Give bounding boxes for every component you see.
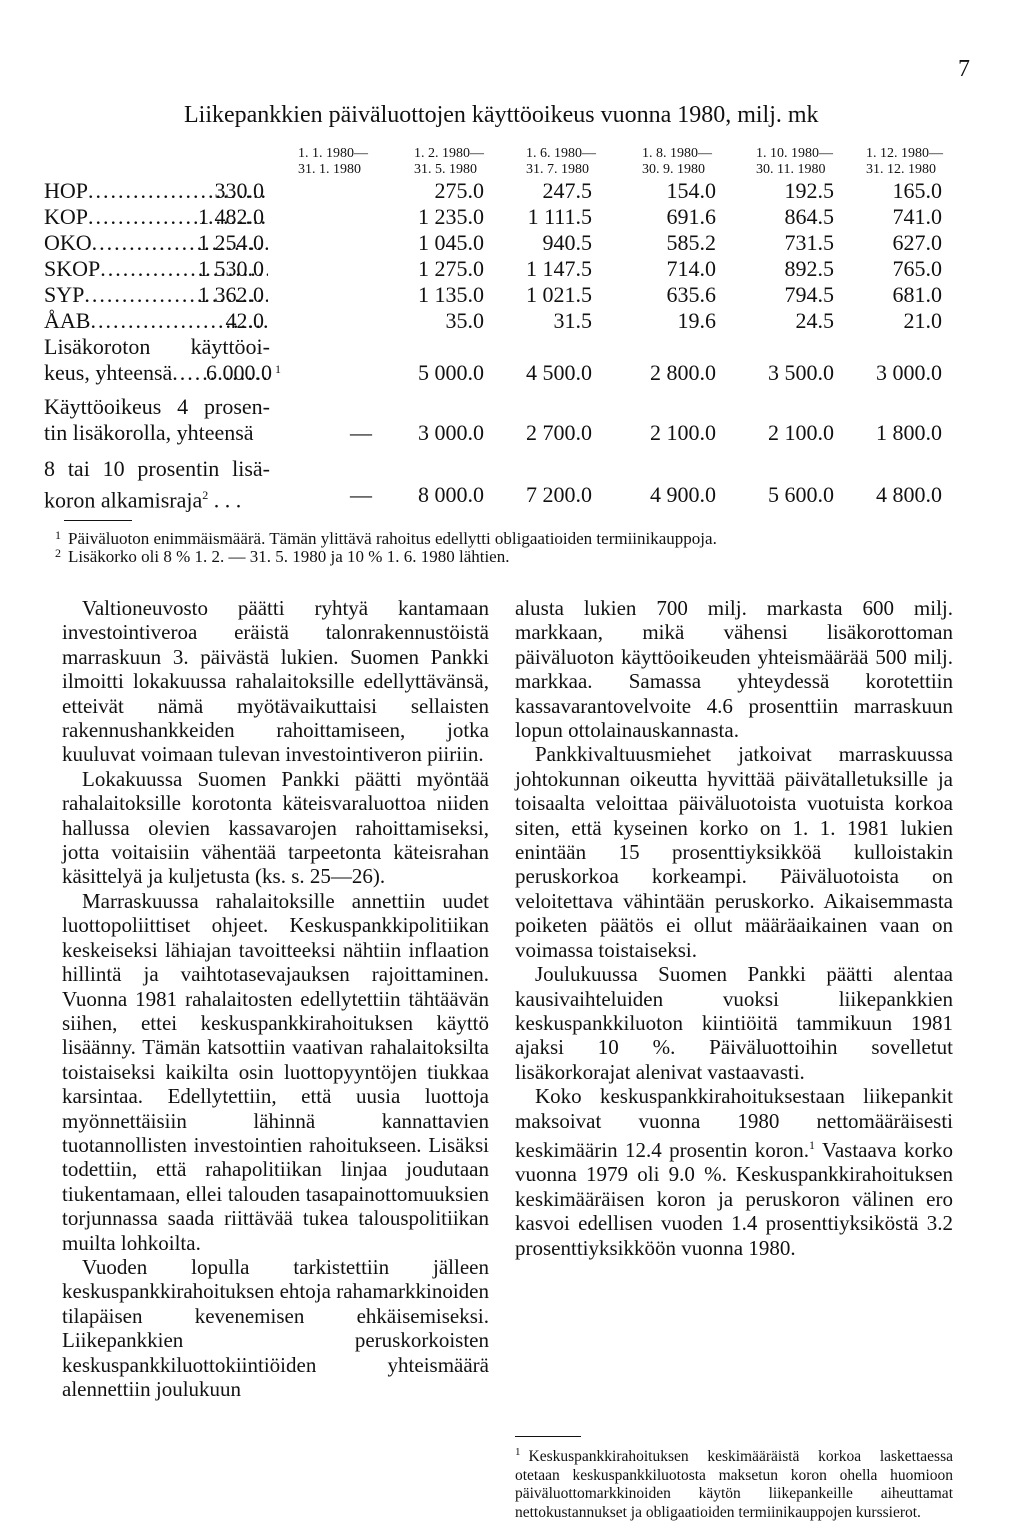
column-header: 1. 2. 1980— 31. 5. 1980 (414, 146, 484, 177)
table-cell: 7 200.0 (526, 482, 592, 507)
row-label-alkamisraja: 8 tai 10 prosentin lisä- koron alkamisraja$^2$ . . . (44, 456, 270, 513)
table-cell: 765.0 (892, 256, 942, 281)
column-header: 1. 8. 1980— 30. 9. 1980 (642, 146, 712, 177)
row-label-skop: SKOP ..... (44, 256, 268, 282)
table-cell: 19.6 (677, 308, 716, 333)
table-cell: 24.5 (795, 308, 834, 333)
table-cell: 627.0 (892, 230, 942, 255)
row-label-oko: OKO ..... (44, 230, 268, 256)
footnote-mark: 1 (275, 362, 281, 376)
table-cell: 3 500.0 (768, 360, 834, 385)
table-cell: 1 254.0 (198, 230, 264, 255)
table-cell: 1 235.0 (418, 204, 484, 229)
table-cell: 1 800.0 (876, 420, 942, 445)
table-cell: 1 021.5 (526, 282, 592, 307)
row-label-kayttooikeus-4: Käyttöoikeus 4 prosen- tin lisäkorolla, yhteensä (44, 394, 270, 445)
paragraph: Vuoden lopulla tarkistettiin jälleen keskuspankkirahoituksen ehtoja rahamarkkinoiden tilapäisen kevenemisen ehkäisemiseksi. Liikepankkien peruskorkoisten keskuspankkiluottokiintiöiden yhteismäärä alennettiin joulukuun (62, 1254, 489, 1401)
table-cell: 330.0 (214, 178, 264, 203)
table-cell: 731.5 (784, 230, 834, 255)
table-cell: 892.5 (784, 256, 834, 281)
paragraph: Lokakuussa Suomen Pankki päätti myöntää rahalaitoksille korotonta käteisvaraluottoa niiden hallussa olevien kassavarojen rahoittamiseksi, jotta voitaisiin vähentää tarpeetonta käteisrahan käsittelyä ja kuljetusta (ks. s. 25—26). (62, 766, 489, 889)
table-cell: 5 600.0 (768, 482, 834, 507)
row-label-lisakoroton: Lisäkoroton käyttöoi- keus, yhteensä ..... (44, 334, 270, 386)
table-cell: 154.0 (666, 178, 716, 203)
table-footnote-1: 1 Päiväluoton enimmäismäärä. Tämän ylittävä rahoitus edellytti obligaatioiden termiinikauppoja. (55, 528, 717, 548)
table-cell: 31.5 (553, 308, 592, 333)
paragraph: Joulukuussa Suomen Pankki päätti alentaa kausivaihteluiden vuoksi liikepankkien keskuspankkiluoton kiintiöitä tammikuun 1981 ajaksi 10 %. Päiväluottoihin sovelletut lisäkorkorajat alenivat vastaavasti. (515, 962, 953, 1084)
table-cell: 5 000.0 (418, 360, 484, 385)
table-cell: 3 000.0 (876, 360, 942, 385)
column-header: 1. 12. 1980— 31. 12. 1980 (866, 146, 943, 177)
right-body-column (515, 596, 953, 1260)
table-cell: — (350, 482, 372, 507)
table-cell: 585.2 (666, 230, 716, 255)
table-cell: 741.0 (892, 204, 942, 229)
paragraph: Pankkivaltuusmiehet jatkoivat marraskuussa johtokunnan oikeutta hyvittää päivätalletuksille ja toisaalta veloittaa päiväluotoista vuotuista korkoa siten, että kyseinen korko on 1. 1. 1981 lukien enintään 15 prosenttiyksikköä kulloistakin peruskorkoa korkeampi. Päiväluotoista on veloitettava vähintään peruskorko. Aikaisemmasta poiketen päätös ei ollut määräaikainen vaan on voimassa toistaiseksi. (515, 742, 953, 962)
row-label-syp: SYP ..... (44, 282, 268, 308)
row-label-hop: HOP ..... (44, 178, 268, 204)
column-header: 1. 6. 1980— 31. 7. 1980 (526, 146, 596, 177)
table-cell: 1 045.0 (418, 230, 484, 255)
table-cell: 6 000.0 1 (206, 360, 272, 386)
table-cell: 275.0 (434, 178, 484, 203)
table-cell: 940.5 (542, 230, 592, 255)
table-cell: 247.5 (542, 178, 592, 203)
table-cell: 3 000.0 (418, 420, 484, 445)
table-footnote-2: 2 Lisäkorko oli 8 % 1. 2. — 31. 5. 1980 ja 10 % 1. 6. 1980 lähtien. (55, 546, 510, 566)
table-cell: 1 147.5 (526, 256, 592, 281)
paragraph: Valtioneuvosto päätti ryhtyä kantamaan investointiveroa eräistä talonrakennustöistä marraskuun 3. päivästä lukien. Suomen Pankki ilmoitti lokakuussa rahalaitoksille edellyttävänsä, etteivät nämä myötävaikuttaisi sellaisten rakennushankkeiden rahoittamiseen, jotka kuuluvat voimaan tulevan investointiveron piiriin. (62, 596, 489, 767)
table-cell: 691.6 (666, 204, 716, 229)
column-footnote: $^1$ Keskuspankkirahoituksen keskimääräistä korkoa laskettaessa otetaan keskuspankkiluotosta maksetun koron ohella huomioon päiväluottomarkkinoiden käytön liikepankeille aiheuttamat nettokustannukset ja obligaatioiden termiinikauppojen kurssierot. (515, 1446, 953, 1521)
footnote-rule (515, 1436, 581, 1437)
left-body-column (62, 596, 489, 1401)
table-cell: 681.0 (892, 282, 942, 307)
table-cell: 2 700.0 (526, 420, 592, 445)
table-cell: 192.5 (784, 178, 834, 203)
table-cell: 714.0 (666, 256, 716, 281)
table-cell: 42.0 (225, 308, 264, 333)
table-cell: 1 362.0 (198, 282, 264, 307)
table-cell: 864.5 (784, 204, 834, 229)
footnote-mark: 2 (202, 488, 209, 502)
table-cell: 794.5 (784, 282, 834, 307)
table-cell: 1 530.0 (198, 256, 264, 281)
table-cell: 2 800.0 (650, 360, 716, 385)
table-cell: 2 100.0 (768, 420, 834, 445)
table-cell: 635.6 (666, 282, 716, 307)
table-cell: 4 500.0 (526, 360, 592, 385)
table-cell: 35.0 (445, 308, 484, 333)
table-cell: 1 482.0 (198, 204, 264, 229)
footnote-mark: 1 (808, 1137, 815, 1152)
table-cell: 165.0 (892, 178, 942, 203)
row-label-kop: KOP ..... (44, 204, 268, 230)
table-cell: 8 000.0 (418, 482, 484, 507)
page-number: 7 (958, 56, 970, 82)
footnote-rule (64, 520, 132, 521)
table-cell: 4 800.0 (876, 482, 942, 507)
column-header: 1. 10. 1980— 30. 11. 1980 (756, 146, 833, 177)
table-cell: 2 100.0 (650, 420, 716, 445)
row-label-aab: ÅAB ..... (44, 308, 268, 334)
table-cell: 21.0 (903, 308, 942, 333)
table-cell: 1 111.5 (527, 204, 592, 229)
paragraph: Koko keskuspankkirahoituksestaan liikepankit maksoivat vuonna 1980 nettomääräisesti keskimäärin 12.4 prosentin koron.$^1$ Vastaava korko vuonna 1979 oli 9.0 %. Keskuspankkirahoituksen keskimääräisen koron ja peruskoron välinen ero kasvoi edellisen vuoden 1.4 prosenttiyksiköstä 3.2 prosenttiyksikköön vuonna 1980. (515, 1084, 953, 1260)
column-header: 1. 1. 1980— 31. 1. 1980 (298, 146, 368, 177)
table-cell: 4 900.0 (650, 482, 716, 507)
table-cell: 1 135.0 (418, 282, 484, 307)
paragraph: Marraskuussa rahalaitoksille annettiin uudet luottopoliittiset ohjeet. Keskuspankkipolitiikan keskeiseksi lähiajan tavoitteeksi nähtiin inflaation hillintä ja vaihtotasevajauksen rajoittaminen. Vuonna 1981 rahalaitosten edellytettiin tähtäävän siihen, ettei keskuspankkirahoituksen käyttö lisäänny. Tämän katsottiin vaativan rahalaitoksilta toistaiseksi kaikilta osin luottopyyntöjen tiukkaa karsintaa. Edellytettiin, että uusia luottoja myönnettäisiin lähinnä kannattavien tuotannollisten investointien rahoitukseen. Lisäksi todettiin, että rahapolitiikan linjaa joudutaan tiukentamaan, ellei talouden tasapainottomuuksien torjunnassa saada riittävää tukea talouspolitiikan muilta lohkoilta. (62, 888, 489, 1255)
paragraph: alusta lukien 700 milj. markasta 600 milj. markkaan, mikä vähensi lisäkorottoman päiväluoton käyttöoikeuden yhteismäärää 500 milj. markkaa. Samassa yhteydessä korotettiin kassavarantovelvoite 4.6 prosenttiin marraskuun lopun ottolainauskannasta. (515, 596, 953, 743)
table-title: Liikepankkien päiväluottojen käyttöoikeus vuonna 1980, milj. mk (184, 102, 819, 128)
table-cell: — (350, 420, 372, 445)
table-cell: 1 275.0 (418, 256, 484, 281)
